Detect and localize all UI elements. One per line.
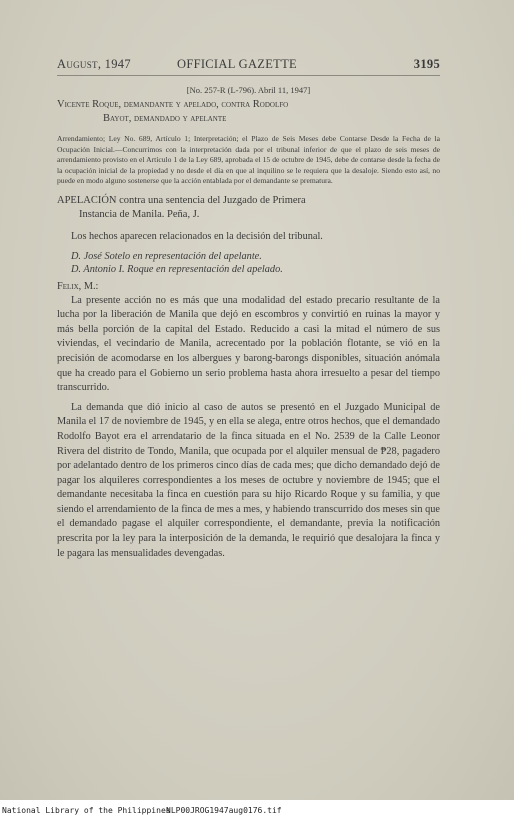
case-content — [57, 85, 440, 566]
opinion-paragraph-2: La demanda que dió inicio al caso de autos se presentó en el Juzgado Municipal de Manila el 17 de noviembre de 1945, y en ella se alega, entre otros hechos, que el demandado Rodolfo Bayot era el arrendatario de la finca situada en el No. 2539 de la Calle Leonor Rivera del distrito de Tondo, Manila, que ocupada por el alquiler mensual de ₱28, pagadero por adelantado dentro de los primeros cinco días de cada mes; que dicho demandado dejó de pagar los alquileres correspondientes a los meses de octubre y noviembre de 1945; que el demandante necesitaba la finca en cuestión para su hijo Ricardo Roque y su familia, y que siendo el arrendamiento de la finca de mes a mes, y habiendo transcurrido dos meses sin que el demandado pagase el alquiler correspondiente, el demandante, previa la notificación prescrita por la ley para la interposición de la demanda, le requirió que desalojara la finca y le pagara las mensualidades devengadas. — [57, 401, 440, 559]
header-rule — [57, 75, 440, 76]
header-page-number: 3195 — [413, 57, 440, 71]
parties-line-1: Vicente Roque, demandante y apelado, contra Rodolfo — [57, 99, 289, 110]
header-date: August, 1947 — [57, 57, 131, 71]
syllabus: Arrendamiento; Ley No. 689, Artículo 1; Interpretación; el Plazo de Seis Meses debe Contarse Desde la Fecha de la Ocupación Inicial.—Concurrimos con la interpretación dada por el tribunal inferior de que el plazo de seis meses de arrendamiento provisto en el Artículo 1 de la Ley 689, aprobada el 15 de octubre de 1945, debe de contarse desde la fecha de la ocupación inicial de la propiedad y no desde el día en que al inquilino se le requiera que la desaloje. Siendo esto así, no puede en modo alguno sostenerse que la acción entablada por el demandante se prematura. — [57, 134, 440, 186]
parties-line-2: Bayot, demandado y apelante — [103, 113, 227, 124]
running-header — [57, 57, 440, 73]
footer-filename: NLP00JROG1947aug0176.tif — [166, 806, 282, 815]
opinion-author: Felix, M.: — [57, 280, 99, 292]
case-parties — [57, 98, 440, 126]
appeal-line-1: APELACIÓN contra una sentencia del Juzgado de Primera — [57, 194, 306, 206]
counsel-appellee: D. Antonio I. Roque en representación del apelado. — [71, 263, 283, 275]
appeal-statement — [57, 194, 440, 222]
case-number: [No. 257-R (L-796). Abril 11, 1947] — [186, 85, 311, 95]
appeal-line-2: Instancia de Manila. Peña, J. — [79, 208, 200, 220]
header-publication: OFFICIAL GAZETTE — [177, 57, 297, 71]
footer-library: National Library of the Philippines — [2, 806, 171, 815]
opinion-paragraph-1: La presente acción no es más que una modalidad del estado precario resultante de la lucha por la liberación de Manila que dejó en escombros y convirtió en ruinas la mayor y más bella porción de la capital del Estado. Reducido a casi la mitad el número de sus viviendas, el vecindario de Manila, acrecentado por la población flotante, se vió en la precisión de acomodarse en los albergues y barong-barongs disponibles, situación anómala que ha creado para el Gobierno un serio problema hasta ahora irresuelto a pesar del tiempo transcurrido. — [57, 294, 440, 394]
counsel-appellant: D. José Sotelo en representación del apelante. — [71, 250, 262, 262]
facts-paragraph: Los hechos aparecen relacionados en la decisión del tribunal. — [71, 230, 323, 242]
